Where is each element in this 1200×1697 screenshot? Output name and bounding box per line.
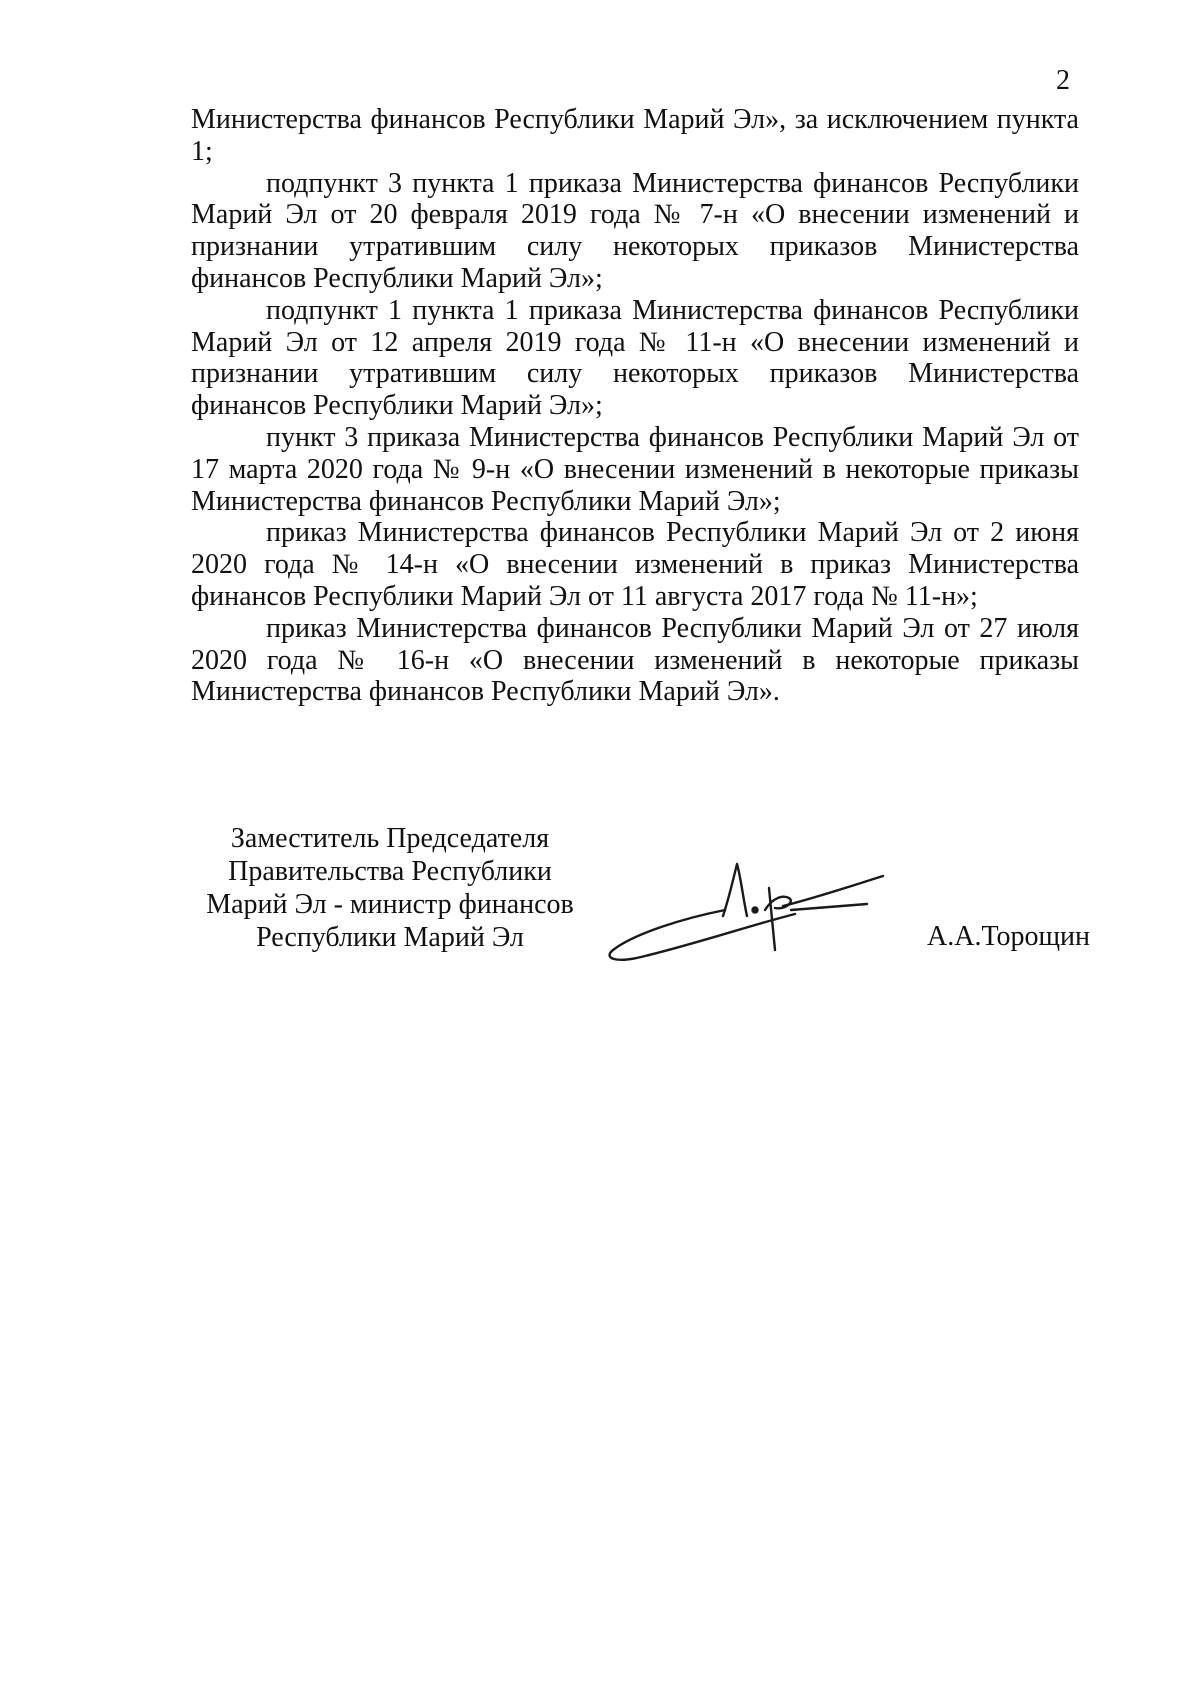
paragraph-continuation: Министерства финансов Республики Марий Эл», за исключением пункта 1; <box>191 104 1079 167</box>
document-body <box>191 104 1079 708</box>
paragraph-item: пункт 3 приказа Министерства финансов Республики Марий Эл от 17 марта 2020 года № 9-н «О внесении изменений в некоторые приказы Министерства финансов Республики Марий Эл»; <box>191 421 1079 517</box>
position-line: Заместитель Председателя <box>230 823 550 854</box>
paragraph-item: подпункт 1 пункта 1 приказа Министерства финансов Республики Марий Эл от 12 апреля 2019 года № 11-н «О внесении изменений и признании утратившим силу некоторых приказов Министерства финансов Республики Марий Эл»; <box>191 294 1079 422</box>
handwritten-signature-icon <box>605 858 905 968</box>
position-line: Правительства Республики <box>228 856 552 887</box>
paragraph-item: подпункт 3 пункта 1 приказа Министерства финансов Республики Марий Эл от 20 февраля 2019 года № 7-н «О внесении изменений и признании утратившим силу некоторых приказов Министерства финансов Республики Марий Эл»; <box>191 167 1079 294</box>
position-line: Марий Эл - министр финансов <box>206 889 574 920</box>
paragraph-item: приказ Министерства финансов Республики Марий Эл от 27 июля 2020 года № 16-н «О внесении изменений в некоторые приказы Министерства финансов Республики Марий Эл». <box>191 612 1079 708</box>
signer-name: А.А.Торощин <box>927 921 1090 952</box>
page-number: 2 <box>1056 65 1070 96</box>
signatory-position <box>170 822 610 954</box>
position-line: Республики Марий Эл <box>256 922 524 953</box>
paragraph-item: приказ Министерства финансов Республики Марий Эл от 2 июня 2020 года № 14-н «О внесении изменений в приказ Министерства финансов Республики Марий Эл от 11 августа 2017 года № 11-н»; <box>191 517 1079 612</box>
